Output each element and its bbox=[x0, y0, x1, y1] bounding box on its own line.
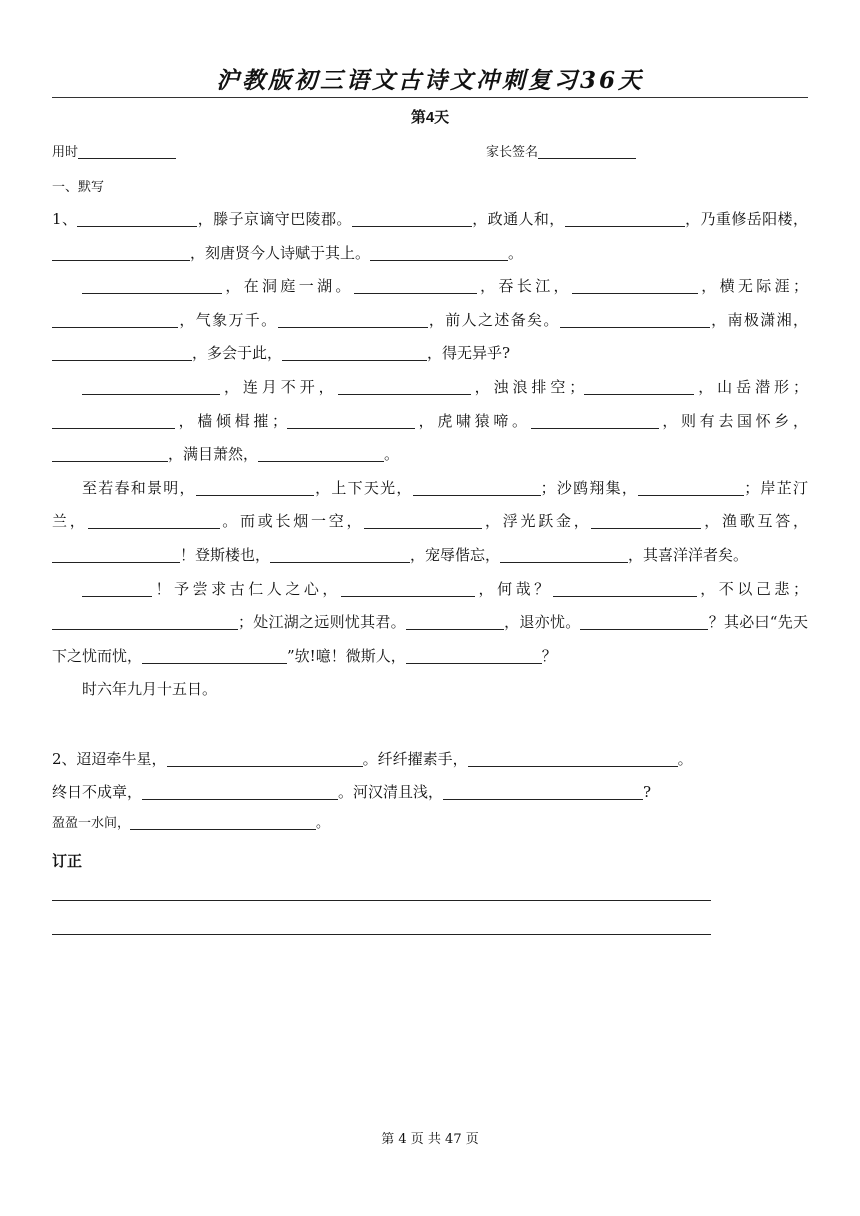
section-heading: 一、默写 bbox=[52, 180, 105, 195]
text-segment: ，浮光跃金， bbox=[482, 512, 592, 531]
text-segment: ，连月不开， bbox=[220, 377, 338, 396]
fill-blank[interactable] bbox=[167, 751, 363, 767]
text-segment: ？其必曰“先天下之忧而忧， bbox=[52, 613, 808, 665]
text-segment: 盈盈一水间， bbox=[52, 816, 131, 831]
fill-blank[interactable] bbox=[572, 278, 698, 294]
fill-blank[interactable] bbox=[352, 211, 472, 227]
fill-blank[interactable] bbox=[130, 816, 316, 830]
paragraph-1 bbox=[52, 203, 808, 270]
text-segment: ；处江湖之远则忧其君。 bbox=[238, 613, 406, 632]
fill-blank[interactable] bbox=[82, 379, 220, 395]
text-segment: ，宠辱偕忘， bbox=[410, 545, 501, 564]
text-segment: ，上下天光， bbox=[313, 478, 413, 497]
question-1-passage bbox=[52, 203, 808, 707]
text-segment: ，何哉？ bbox=[474, 579, 553, 598]
fill-blank[interactable] bbox=[580, 614, 708, 630]
text-segment: ！予尝求古仁人之心， bbox=[152, 579, 341, 598]
text-segment: ，山岳潜形； bbox=[694, 377, 808, 396]
fill-blank[interactable] bbox=[553, 581, 697, 597]
text-segment: ，则有去国怀乡， bbox=[658, 411, 808, 430]
fill-blank[interactable] bbox=[443, 784, 643, 800]
text-segment: ，滕子京谪守巴陵郡。 bbox=[197, 210, 352, 228]
fill-blank[interactable] bbox=[370, 245, 508, 261]
fill-blank[interactable] bbox=[52, 413, 175, 429]
text-segment: ！登斯楼也， bbox=[180, 545, 271, 564]
time-field bbox=[52, 141, 176, 160]
fill-blank[interactable] bbox=[468, 751, 678, 767]
text-segment: ？ bbox=[541, 646, 557, 665]
fill-blank[interactable] bbox=[88, 513, 220, 529]
fill-blank[interactable] bbox=[638, 480, 744, 496]
text-segment: ，吞长江， bbox=[476, 277, 572, 296]
text-segment: 迢迢牵牛星， bbox=[76, 750, 167, 768]
text-segment: ，乃重修岳阳楼， bbox=[684, 210, 808, 228]
fill-blank[interactable] bbox=[287, 413, 415, 429]
fill-blank[interactable] bbox=[278, 312, 428, 328]
correction-line[interactable] bbox=[52, 934, 711, 935]
text-segment: ，满目萧然， bbox=[168, 445, 259, 464]
text-segment: ，在洞庭一湖。 bbox=[222, 277, 354, 296]
time-blank[interactable] bbox=[78, 145, 176, 159]
text-segment: ，渔歌互答， bbox=[701, 512, 808, 531]
fill-blank[interactable] bbox=[354, 278, 477, 294]
header-rule bbox=[52, 97, 808, 98]
fill-blank[interactable] bbox=[338, 379, 471, 395]
fill-blank[interactable] bbox=[52, 614, 238, 630]
fill-blank[interactable] bbox=[591, 513, 701, 529]
text-segment: 。河汉清且浅， bbox=[338, 782, 444, 801]
text-segment: ，政通人和， bbox=[471, 210, 565, 228]
text-segment: 。 bbox=[316, 816, 330, 831]
parent-signature-field bbox=[486, 141, 636, 160]
poem-line-1 bbox=[52, 743, 808, 776]
text-segment: ，横无际涯； bbox=[697, 277, 808, 296]
text-segment: ，气象万千。 bbox=[178, 310, 278, 329]
fill-blank[interactable] bbox=[584, 379, 694, 395]
text-segment: 。 bbox=[677, 750, 693, 768]
text-segment: 。 bbox=[508, 243, 524, 262]
fill-blank[interactable] bbox=[565, 211, 685, 227]
text-segment: 终日不成章， bbox=[52, 782, 143, 801]
parent-signature-label: 家长签名 bbox=[486, 145, 539, 160]
paragraph-4 bbox=[52, 472, 808, 573]
text-segment: 。纤纤擢素手， bbox=[362, 750, 468, 768]
fill-blank[interactable] bbox=[142, 648, 287, 664]
fill-blank[interactable] bbox=[82, 581, 152, 597]
fill-blank[interactable] bbox=[258, 446, 384, 462]
correction-label: 订正 bbox=[52, 853, 83, 870]
question-number: 2、 bbox=[52, 750, 77, 768]
fill-blank[interactable] bbox=[52, 345, 192, 361]
paragraph-2 bbox=[52, 270, 808, 371]
text-segment: ，刻唐贤今人诗赋于其上。 bbox=[190, 243, 371, 262]
fill-blank[interactable] bbox=[500, 547, 628, 563]
text-segment: 。而或长烟一空， bbox=[219, 512, 365, 531]
page-footer: 第 4 页 共 47 页 bbox=[381, 1132, 479, 1147]
fill-blank[interactable] bbox=[52, 446, 168, 462]
text-segment: ，浊浪排空； bbox=[470, 377, 585, 396]
fill-blank[interactable] bbox=[82, 278, 222, 294]
fill-blank[interactable] bbox=[406, 648, 542, 664]
question-number: 1、 bbox=[52, 210, 78, 228]
paragraph-3 bbox=[52, 371, 808, 472]
fill-blank[interactable] bbox=[341, 581, 475, 597]
text-segment: 。 bbox=[384, 445, 400, 464]
text-segment: ，退亦忧。 bbox=[503, 613, 581, 632]
text-segment: 至若春和景明， bbox=[82, 478, 196, 497]
text-segment: ，其喜洋洋者矣。 bbox=[628, 545, 749, 564]
day-title: 第4天 bbox=[410, 109, 450, 126]
text-segment: ，虎啸猿啼。 bbox=[415, 411, 531, 430]
fill-blank[interactable] bbox=[406, 614, 504, 630]
fill-blank[interactable] bbox=[77, 211, 197, 227]
paragraph-6: 时六年九月十五日。 bbox=[82, 680, 218, 699]
document-header-title: 沪教版初三语文古诗文冲刺复习36天 bbox=[215, 67, 644, 94]
text-segment: ，南极潇湘， bbox=[709, 310, 808, 329]
text-segment: ”欤!噫！微斯人， bbox=[287, 646, 406, 665]
fill-blank[interactable] bbox=[282, 345, 427, 361]
poem-line-2 bbox=[52, 776, 808, 809]
fill-blank[interactable] bbox=[52, 245, 190, 261]
fill-blank[interactable] bbox=[52, 547, 180, 563]
fill-blank[interactable] bbox=[364, 513, 482, 529]
text-segment: ，多会于此， bbox=[192, 344, 283, 363]
paragraph-5 bbox=[52, 573, 808, 674]
fill-blank[interactable] bbox=[531, 413, 659, 429]
poem-line-3 bbox=[52, 808, 808, 841]
text-segment: ，樯倾楫摧； bbox=[175, 411, 287, 430]
time-label: 用时 bbox=[52, 145, 79, 160]
fill-blank[interactable] bbox=[142, 784, 338, 800]
fill-blank[interactable] bbox=[413, 480, 541, 496]
parent-signature-blank[interactable] bbox=[538, 145, 636, 159]
text-segment: ，得无异乎? bbox=[427, 344, 511, 363]
fill-blank[interactable] bbox=[270, 547, 410, 563]
fill-blank[interactable] bbox=[52, 312, 178, 328]
text-segment: ；岸芷汀兰， bbox=[52, 478, 808, 531]
text-segment: ? bbox=[643, 782, 652, 801]
fill-blank[interactable] bbox=[196, 480, 314, 496]
text-segment: ，不以己悲； bbox=[696, 579, 808, 598]
correction-line[interactable] bbox=[52, 900, 711, 901]
fill-blank[interactable] bbox=[560, 312, 710, 328]
text-segment: ；沙鸥翔集， bbox=[540, 478, 639, 497]
text-segment: ，前人之述备矣。 bbox=[427, 310, 560, 329]
question-2-poem bbox=[52, 743, 808, 841]
